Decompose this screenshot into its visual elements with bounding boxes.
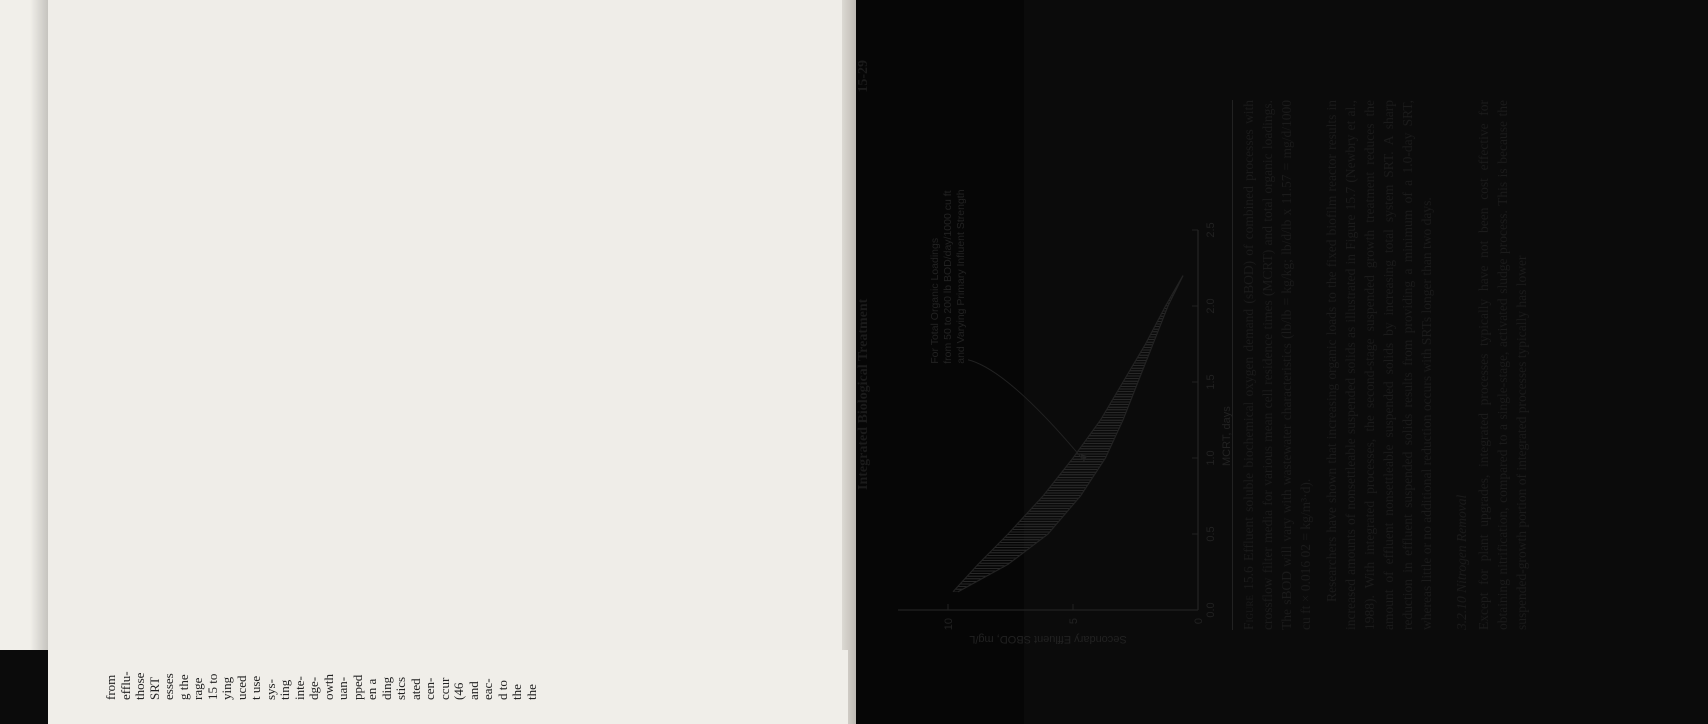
left-page-fragment: ying — [219, 676, 234, 700]
running-title: Integrated Biological Treatment — [856, 298, 871, 490]
x-tick-label: 2.5 — [1205, 222, 1217, 238]
body-paragraph: Researchers have shown that increasing organic loads to the fixed biofilm reactor results in increased amounts of nonsettleable suspended solids as illustrated in Figure 15.7 (Newbry et al., 1988). With integrated processes, the second-stage suspended growth treatment reduces the amount of effluent nonsettleable suspended solids by increasing total system SRT. A sharp reduction in effluent suspended solids results from providing a minimum of a 1.0-day SRT, whereas little or no additional reduction occurs with SRTs longer than two days. — [1324, 100, 1434, 630]
annotation — [929, 189, 1087, 461]
x-tick-label: 0.0 — [1205, 602, 1217, 618]
left-page-fragment: those — [132, 672, 147, 700]
x-tick-label: 1.5 — [1205, 374, 1217, 390]
left-page-fragment: pped — [349, 674, 365, 700]
annotation-line: For Total Organic Loadings — [929, 237, 941, 364]
left-page-fragment: owth — [320, 674, 336, 700]
left-page-fragment: ting — [277, 679, 292, 700]
bottom-dark — [0, 650, 48, 724]
section-heading — [1454, 100, 1470, 630]
main-page — [48, 0, 848, 724]
left-page-fragment: from — [103, 674, 118, 700]
left-page-fragment: ccur — [436, 677, 452, 700]
left-page-fragment: sys- — [262, 679, 278, 700]
page-number: 15-29 — [856, 60, 871, 93]
left-page-fragment: g the — [175, 674, 191, 700]
left-page-fragment: dge- — [306, 676, 321, 700]
sbod-chart — [878, 189, 1238, 650]
x-axis-label: MCRT, days — [1221, 406, 1233, 466]
left-page-fragment: 15 to — [204, 673, 220, 700]
section-paragraph: Except for plant upgrades, integrated processes typically have not been cost effective for obtaining nitrification, compared to a single-stage, activated sludge process. This is because the suspended-growth portion of integrated processes typically has lower — [1476, 100, 1529, 630]
x-tick-label: 2.0 — [1205, 298, 1217, 314]
left-page-fragment: d to — [494, 680, 510, 700]
running-head — [856, 60, 878, 640]
left-page-fragment: eac- — [480, 678, 495, 700]
left-page-fragment: cen- — [422, 677, 437, 700]
left-page-fragment: and — [465, 681, 481, 700]
upper-bound-curve — [953, 276, 1183, 592]
annotation-line: and Varying Primary Influent Strength — [955, 189, 967, 364]
left-page-fragment: esses — [161, 673, 176, 700]
left-page-fragment: the — [509, 684, 524, 700]
annotation-line: from 50 to 200 lb BOD/day/1000 cu ft — [942, 190, 954, 364]
left-page-fragment: t use — [248, 675, 263, 700]
left-page-fragment: en a — [364, 678, 379, 700]
x-ticks — [1192, 222, 1217, 617]
y-tick-label: 5 — [1068, 618, 1080, 625]
left-page-fragment: efflu- — [117, 671, 133, 700]
left-page-fragment: (46 — [451, 682, 466, 700]
figure-caption-text: Effluent soluble biochemical oxygen demand (sBOD) of combined processes with crossflow filter media for various mean cell residence times (MCRT) and total organic loadings. The sBOD will vary with wastewater characteristics (lb/lb = kg/kg; lb/d/lb x 11.57 = mg/d/1000 cu ft × 0.016 02 = kg/m³·d). — [1241, 100, 1313, 630]
page-body — [848, 40, 1648, 660]
previous-page-text-fragments — [104, 671, 539, 700]
y-tick-label: 0 — [1193, 618, 1205, 625]
left-page-fragment: inte- — [291, 676, 307, 700]
x-tick-label: 1.0 — [1205, 450, 1217, 466]
x-tick-label: 0.5 — [1205, 526, 1217, 542]
left-page-fragment: uan- — [335, 676, 350, 700]
annotation-leader — [968, 360, 1084, 461]
left-page-fragment: rage — [190, 677, 205, 700]
y-tick-label: 10 — [943, 618, 955, 631]
left-page-fragment: stics — [393, 676, 408, 700]
left-page-fragment: SRT — [146, 676, 162, 700]
rotated-page-content — [848, 40, 1708, 660]
left-page-fragment: uced — [233, 675, 249, 700]
lower-bound-curve — [958, 276, 1183, 592]
left-page-fragment: the — [523, 684, 539, 700]
figure-caption — [1232, 100, 1315, 630]
figure-label: Figure 15.6 — [1241, 566, 1256, 630]
y-ticks — [943, 604, 1205, 630]
section-title: Nitrogen Removal — [1454, 494, 1469, 593]
y-axis-label: Secondary Effluent SBOD, mg/L — [969, 633, 1127, 645]
section-number: 3.2.10 — [1454, 596, 1469, 630]
left-page-fragment: ated — [407, 678, 423, 700]
left-page-fragment: ding — [378, 676, 394, 700]
